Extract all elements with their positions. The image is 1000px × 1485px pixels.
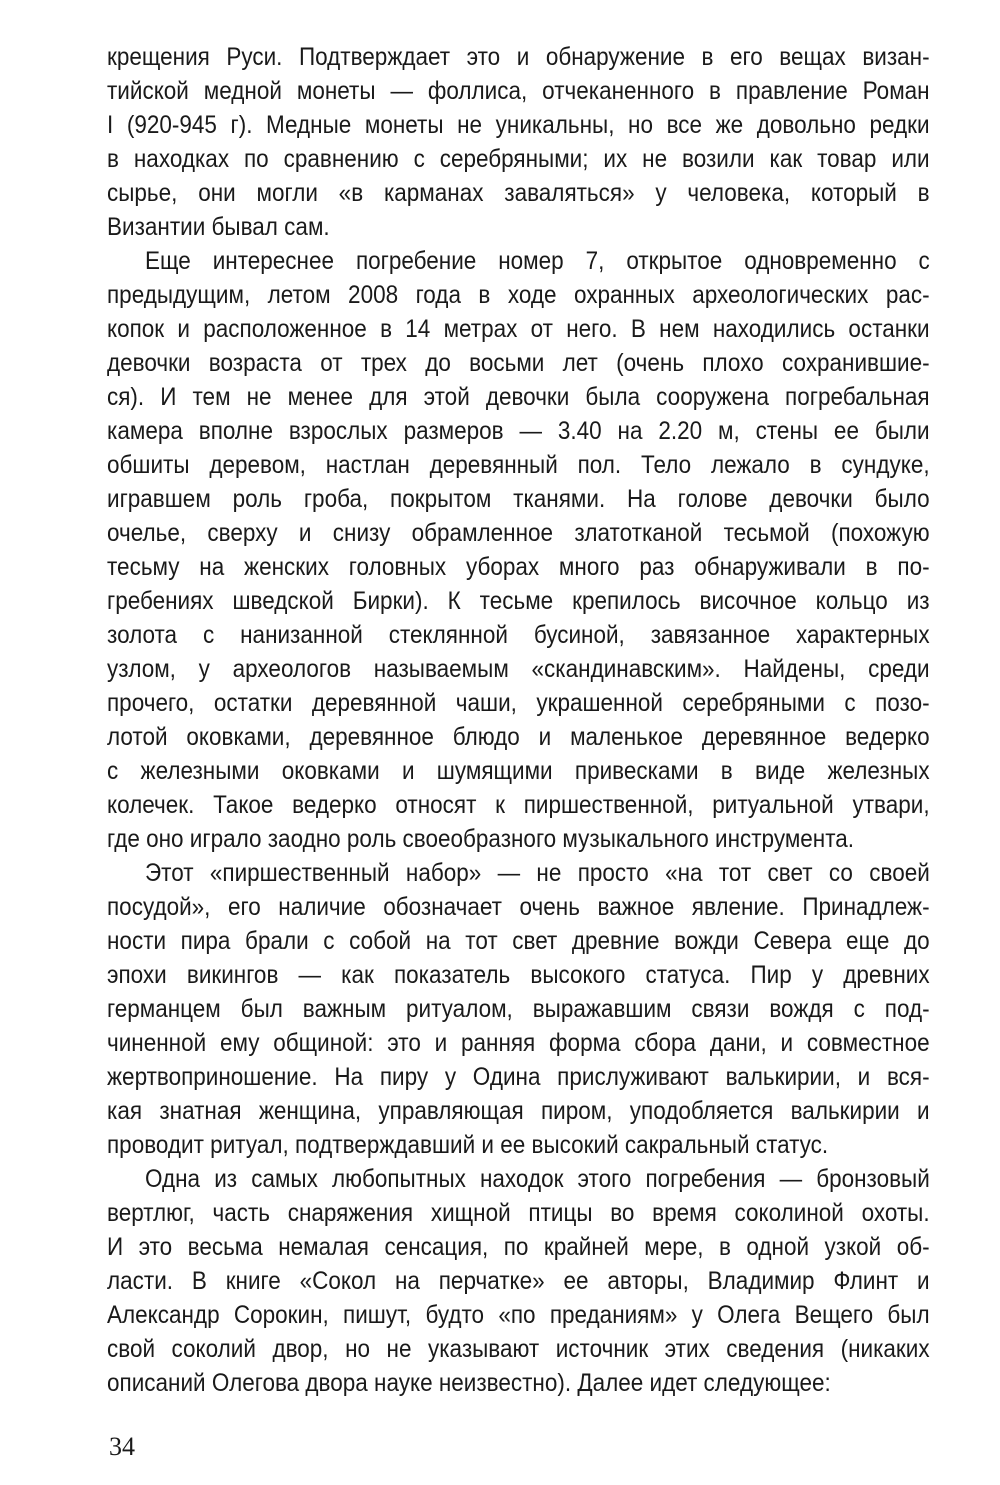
text-line: очелье, сверху и снизу обрамленное златотканой тесьмой (похожую [107,519,930,547]
text-line: предыдущим, летом 2008 года в ходе охранных археологических рас- [107,281,930,309]
text-line: узлом, у археологов называемым «скандинавским». Найдены, среди [107,655,930,683]
text-line: описаний Олегова двора науке неизвестно). Далее идет следующее: [107,1369,831,1397]
text-line: сырье, они могли «в карманах заваляться» у человека, который в [107,179,930,207]
text-line: жертвоприношение. На пиру у Одина прислуживают валькирии, и вся- [107,1063,930,1091]
text-line: прочего, остатки деревянной чаши, украшенной серебряными с позо- [107,689,930,717]
text-line: тийской медной монеты — фоллиса, отчеканенного в правление Роман [107,77,930,105]
paragraph-first-line: Одна из самых любопытных находок этого погребения — бронзовый [145,1165,930,1193]
text-line: камера вполне взрослых размеров — 3.40 на 2.20 м, стены ее были [107,417,930,445]
text-line: золота с нанизанной стеклянной бусиной, завязанное характерных [107,621,930,649]
text-line: обшиты деревом, настлан деревянный пол. Тело лежало в сундуке, [107,451,930,479]
text-line: I (920-945 г). Медные монеты не уникальны, но все же довольно редки [107,111,930,139]
text-line: вертлюг, часть снаряжения хищной птицы во время соколиной охоты. [107,1199,930,1227]
text-line: свой соколий двор, но не указывают источник этих сведения (никаких [107,1335,930,1363]
text-line: игравшем роль гроба, покрытом тканями. На голове девочки было [107,485,930,513]
text-line: кая знатная женщина, управляющая пиром, уподобляется валькирии и [107,1097,930,1125]
page-number: 34 [109,1432,135,1461]
text-line: ся). И тем не менее для этой девочки была сооружена погребальная [107,383,930,411]
text-line: Византии бывал сам. [107,213,330,241]
text-line: гребениях шведской Бирки). К тесьме крепилось височное кольцо из [107,587,930,615]
paragraph-first-line: Этот «пиршественный набор» — не просто «на тот свет со своей [145,859,930,887]
text-line: ласти. В книге «Сокол на перчатке» ее авторы, Владимир Флинт и [107,1267,930,1295]
text-line: копок и расположенное в 14 метрах от него. В нем находились останки [107,315,930,343]
text-line: проводит ритуал, подтверждавший и ее высокий сакральный статус. [107,1131,829,1159]
text-line: эпохи викингов — как показатель высокого статуса. Пир у древних [107,961,930,989]
text-line: тесьму на женских головных уборах много раз обнаруживали в по- [107,553,930,581]
text-line: лотой оковками, деревянное блюдо и маленькое деревянное ведерко [107,723,930,751]
text-line: где оно играло заодно роль своеобразного музыкального инструмента. [107,825,855,853]
paragraph-first-line: Еще интереснее погребение номер 7, открытое одновременно с [145,247,930,275]
text-line: с железными оковками и шумящими привесками в виде железных [107,757,930,785]
text-line: И это весьма немалая сенсация, по крайней мере, в одной узкой об- [107,1233,930,1261]
text-line: колечек. Такое ведерко относят к пиршественной, ритуальной утвари, [107,791,930,819]
text-line: германцем был важным ритуалом, выражавшим связи вождя с под- [107,995,930,1023]
text-line: ности пира брали с собой на тот свет древние вожди Севера еще до [107,927,930,955]
text-line: посудой», его наличие обозначает очень важное явление. Принадлеж- [107,893,930,921]
text-line: девочки возраста от трех до восьми лет (очень плохо сохранившие- [107,349,930,377]
text-line: в находках по сравнению с серебряными; их не возили как товар или [107,145,930,173]
text-line: крещения Руси. Подтверждает это и обнаружение в его вещах визан- [107,43,930,71]
text-line: чиненной ему общиной: это и ранняя форма сбора дани, и совместное [107,1029,930,1057]
text-line: Александр Сорокин, пишут, будто «по преданиям» у Олега Вещего был [107,1301,930,1329]
